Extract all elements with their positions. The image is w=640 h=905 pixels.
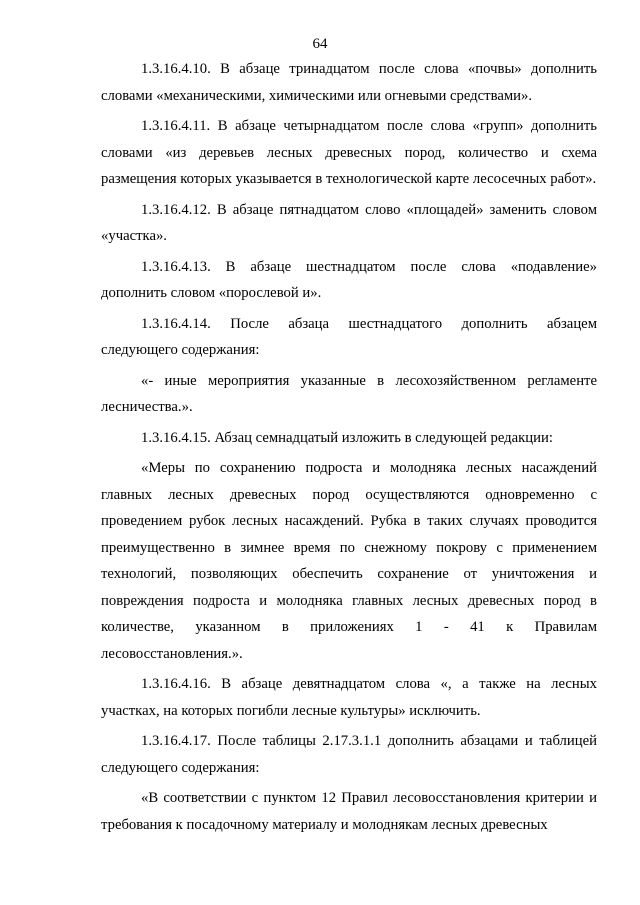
- paragraph-1-3-16-4-13: 1.3.16.4.13. В абзаце шестнадцатом после слова «подавление» дополнить словом «порослевой и».: [101, 258, 597, 301]
- quoted-paragraph-criteria: «В соответствии с пунктом 12 Правил лесовосстановления критерии и требования к посадочному материалу и молоднякам лесных древесных: [101, 790, 597, 833]
- paragraph-1-3-16-4-14: 1.3.16.4.14. После абзаца шестнадцатого дополнить абзацем следующего содержания:: [101, 315, 597, 358]
- quoted-paragraph-preservation-measures: «Меры по сохранению подроста и молодняка лесных насаждений главных лесных древесных пород осуществляются одновременно с проведением рубок лесных насаждений. Рубка в таких случаях проводится преимущественно в зимнее время по снежному покрову с применением технологий, позволяющих обеспечить сохранение от уничтожения и повреждения подроста и молодняка главных лесных древесных пород в количестве, указанном в приложениях 1 - 41 к Правилам лесовосстановления.».: [101, 460, 597, 662]
- paragraph-1-3-16-4-12: 1.3.16.4.12. В абзаце пятнадцатом слово «площадей» заменить словом «участка».: [101, 201, 597, 244]
- paragraph-1-3-16-4-17: 1.3.16.4.17. После таблицы 2.17.3.1.1 дополнить абзацами и таблицей следующего содержания:: [101, 733, 597, 776]
- paragraph-1-3-16-4-10: 1.3.16.4.10. В абзаце тринадцатом после слова «почвы» дополнить словами «механическими, химическими или огневыми средствами».: [101, 61, 597, 104]
- document-body: [101, 56, 597, 842]
- page-number: 64: [312, 36, 328, 52]
- paragraph-1-3-16-4-15: 1.3.16.4.15. Абзац семнадцатый изложить в следующей редакции:: [141, 429, 553, 446]
- paragraph-1-3-16-4-16: 1.3.16.4.16. В абзаце девятнадцатом слова «, а также на лесных участках, на которых погибли лесные культуры» исключить.: [101, 676, 597, 719]
- paragraph-1-3-16-4-11: 1.3.16.4.11. В абзаце четырнадцатом после слова «групп» дополнить словами «из деревьев лесных древесных пород, количество и схема размещения которых указывается в технологической карте лесосечных работ».: [101, 118, 597, 187]
- quoted-paragraph-other-measures: «- иные мероприятия указанные в лесохозяйственном регламенте лесничества.».: [101, 372, 597, 415]
